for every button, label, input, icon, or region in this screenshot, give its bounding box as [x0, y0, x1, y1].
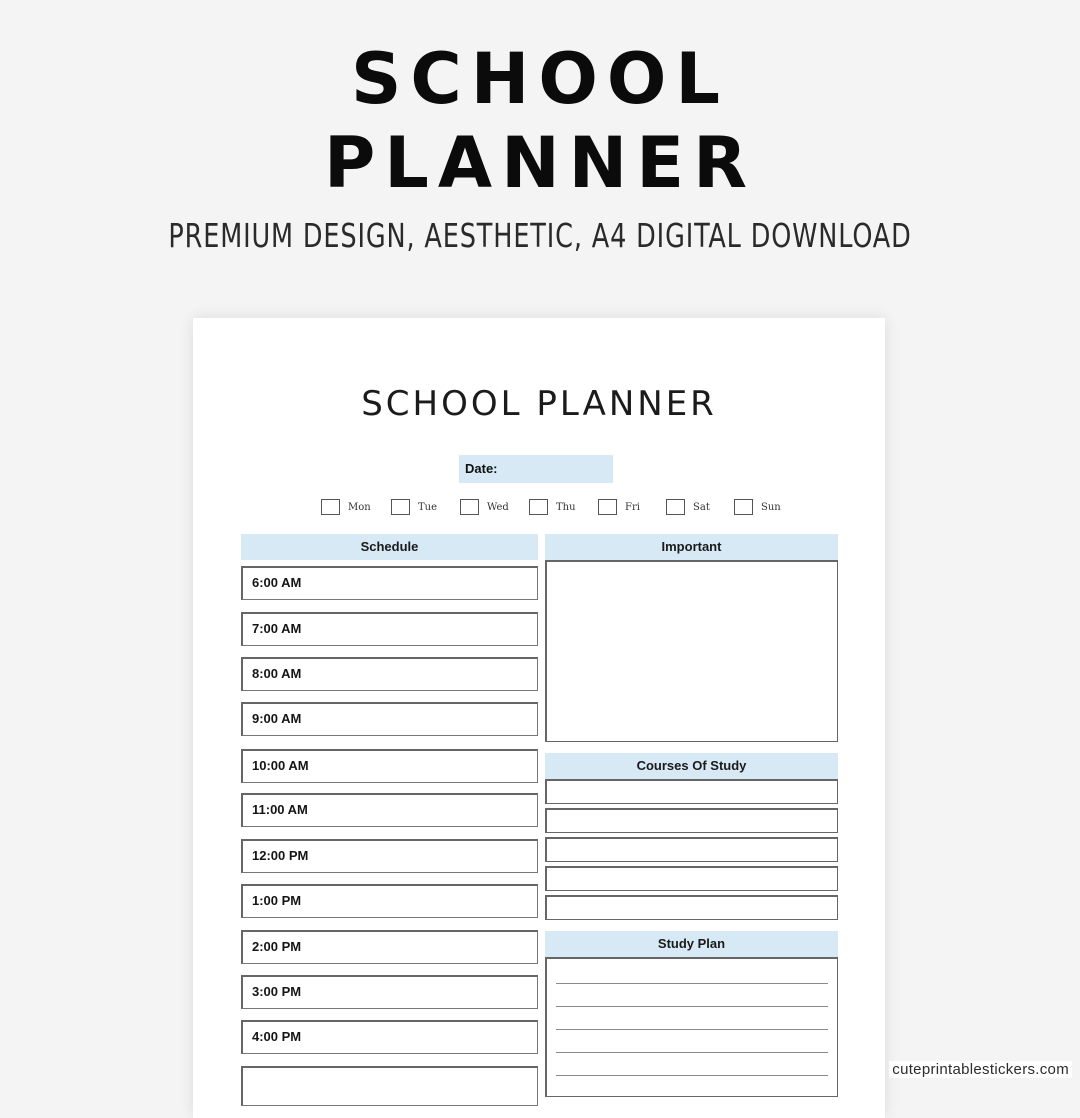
day-checkbox-tue[interactable]: [391, 497, 437, 517]
study-plan-line: [556, 1052, 828, 1053]
schedule-slot[interactable]: [241, 930, 538, 964]
study-plan-box[interactable]: [545, 957, 838, 1097]
study-plan-line: [556, 1075, 828, 1076]
schedule-time-label: 4:00 PM: [252, 1029, 302, 1044]
schedule-slot[interactable]: [241, 839, 538, 873]
day-checkbox-fri[interactable]: [598, 497, 640, 517]
schedule-slot[interactable]: [241, 884, 538, 918]
day-label: Sat: [693, 501, 710, 513]
schedule-slot[interactable]: [241, 566, 538, 600]
checkbox[interactable]: [529, 499, 548, 515]
schedule-slot[interactable]: [241, 749, 538, 783]
schedule-time-label: 10:00 AM: [252, 758, 309, 773]
day-checkbox-sun[interactable]: [734, 497, 781, 517]
day-checkbox-thu[interactable]: [529, 497, 576, 517]
study-plan-line: [556, 983, 828, 984]
course-line[interactable]: [545, 895, 838, 920]
schedule-time-label: 3:00 PM: [252, 984, 302, 999]
course-line[interactable]: [545, 779, 838, 804]
important-box[interactable]: [545, 560, 838, 742]
schedule-slot[interactable]: [241, 975, 538, 1009]
checkbox[interactable]: [460, 499, 479, 515]
schedule-time-label: 11:00 AM: [252, 802, 308, 817]
schedule-slot[interactable]: [241, 702, 538, 736]
site-credit: cuteprintablestickers.com: [889, 1061, 1072, 1078]
day-label: Sun: [761, 501, 781, 513]
schedule-time-label: 8:00 AM: [252, 666, 302, 681]
checkbox[interactable]: [598, 499, 617, 515]
study-plan-line: [556, 1029, 828, 1030]
schedule-time-label: 6:00 AM: [252, 575, 302, 590]
schedule-time-label: 9:00 AM: [252, 711, 302, 726]
schedule-slot[interactable]: [241, 657, 538, 691]
day-checkbox-wed[interactable]: [460, 497, 509, 517]
schedule-time-label: 1:00 PM: [252, 893, 302, 908]
important-heading: Important: [545, 534, 838, 560]
day-label: Tue: [418, 501, 438, 513]
day-label: Wed: [487, 501, 509, 513]
day-checkbox-mon[interactable]: [321, 497, 371, 517]
checkbox[interactable]: [666, 499, 685, 515]
day-label: Thu: [556, 501, 576, 513]
schedule-heading: Schedule: [241, 534, 538, 560]
schedule-slot[interactable]: [241, 1020, 538, 1054]
schedule-slot[interactable]: [241, 793, 538, 827]
schedule-time-label: 7:00 AM: [252, 621, 302, 636]
courses-heading: Courses Of Study: [545, 753, 838, 779]
date-label: Date:: [465, 461, 498, 476]
hero-title-line2: PLANNER: [324, 122, 756, 204]
schedule-time-label: 12:00 PM: [252, 848, 309, 863]
course-line[interactable]: [545, 866, 838, 891]
schedule-slot[interactable]: [241, 612, 538, 646]
schedule-time-label: 2:00 PM: [252, 939, 302, 954]
checkbox[interactable]: [734, 499, 753, 515]
course-line[interactable]: [545, 837, 838, 862]
course-line[interactable]: [545, 808, 838, 833]
sheet-title: SCHOOL PLANNER: [361, 384, 717, 424]
schedule-slot-cutoff[interactable]: [241, 1066, 538, 1106]
date-field[interactable]: [459, 455, 613, 483]
checkbox[interactable]: [391, 499, 410, 515]
day-label: Mon: [348, 501, 371, 513]
day-label: Fri: [625, 501, 640, 513]
hero-subtitle: PREMIUM DESIGN, AESTHETIC, A4 DIGITAL DOWNLOAD: [168, 216, 912, 255]
study-plan-line: [556, 1006, 828, 1007]
study-plan-heading: Study Plan: [545, 931, 838, 957]
hero-title-line1: SCHOOL: [351, 38, 729, 120]
day-checkbox-sat[interactable]: [666, 497, 710, 517]
checkbox[interactable]: [321, 499, 340, 515]
